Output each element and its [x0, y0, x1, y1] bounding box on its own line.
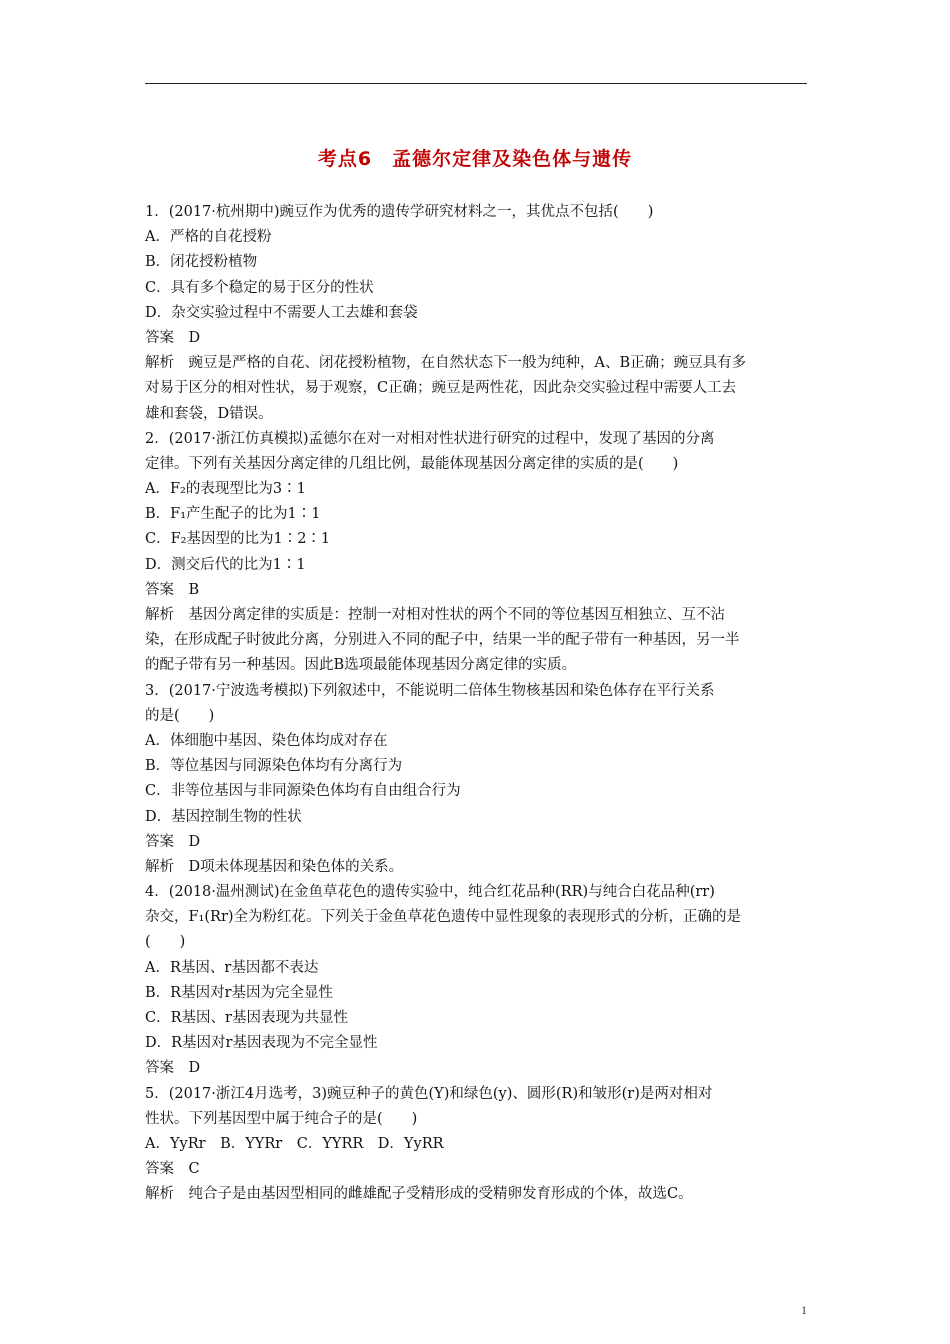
q1-stem: 1．(2017·杭州期中)豌豆作为优秀的遗传学研究材料之一，其优点不包括( ) [145, 204, 654, 220]
q2-explanation-line: 解析 基因分离定律的实质是：控制一对相对性状的两个不同的等位基因互相独立、互不沾 [145, 607, 725, 623]
q5-stem-line: 性状。下列基因型中属于纯合子的是( ) [145, 1110, 418, 1127]
q5-options: A．YyRr B．YYRr C．YYRR D．YyRR [145, 1135, 444, 1152]
document-body [145, 200, 807, 1208]
q4-option-b: B．R基因对r基因为完全显性 [145, 984, 334, 1001]
q2-option-d: D．测交后代的比为1∶1 [145, 556, 306, 573]
header-rule [145, 83, 807, 84]
q1-option-b: B．闭花授粉植物 [145, 254, 258, 271]
q2-stem-line: 2．(2017·浙江仿真模拟)孟德尔在对一对相对性状进行研究的过程中，发现了基因的分离 [145, 430, 715, 447]
q4-stem-line: ( ) [145, 934, 186, 951]
q3-stem-line: 的是( ) [145, 707, 215, 724]
q5-explanation: 解析 纯合子是由基因型相同的雌雄配子受精形成的受精卵发育形成的个体，故选C。 [145, 1186, 693, 1203]
q3-option-a: A．体细胞中基因、染色体均成对存在 [145, 732, 388, 749]
q2-explanation-line: 的配子带有另一种基因。因此B选项最能体现基因分离定律的实质。 [145, 657, 577, 674]
q3-option-b: B．等位基因与同源染色体均有分离行为 [145, 758, 403, 775]
page-number: 1 [801, 1303, 807, 1317]
q1-option-c: C．具有多个稳定的易于区分的性状 [145, 279, 374, 296]
q2-option-c: C．F₂基因型的比为1∶2∶1 [145, 531, 331, 548]
q5-stem-line: 5．(2017·浙江4月选考，3)豌豆种子的黄色(Y)和绿色(y)、圆形(R)和皱形(r)是两对相对 [145, 1085, 713, 1102]
q3-option-c: C．非等位基因与非同源染色体均有自由组合行为 [145, 783, 461, 800]
q2-option-b: B．F₁产生配子的比为1∶1 [145, 506, 321, 523]
q3-explanation: 解析 D项未体现基因和染色体的关系。 [145, 858, 404, 875]
q4-option-d: D．R基因对r基因表现为不完全显性 [145, 1035, 378, 1052]
q4-stem-line: 4．(2018·温州测试)在金鱼草花色的遗传实验中，纯合红花品种(RR)与纯合白花品种(rr) [145, 884, 715, 901]
q2-answer: 答案 B [145, 581, 200, 598]
q2-explanation-line: 染，在形成配子时彼此分离，分别进入不同的配子中，结果一半的配子带有一种基因，另一半 [145, 632, 740, 649]
q1-option-d: D．杂交实验过程中不需要人工去雄和套袋 [145, 304, 418, 321]
q2-option-a: A．F₂的表现型比为3∶1 [145, 481, 306, 498]
q1-answer: 答案 D [145, 329, 201, 346]
q3-answer: 答案 D [145, 833, 201, 850]
q4-answer: 答案 D [145, 1060, 201, 1077]
q4-stem-line: 杂交，F₁(Rr)全为粉红花。下列关于金鱼草花色遗传中显性现象的表现形式的分析，正确的是 [145, 909, 742, 926]
q5-answer: 答案 C [145, 1161, 200, 1178]
q3-stem-line: 3．(2017·宁波选考模拟)下列叙述中，不能说明二倍体生物核基因和染色体存在平行关系 [145, 682, 715, 699]
q1-explanation-line: 对易于区分的相对性状，易于观察，C正确；豌豆是两性花，因此杂交实验过程中需要人工去 [145, 380, 737, 397]
q1-explanation-line: 解析 豌豆是严格的自花、闭花授粉植物，在自然状态下一般为纯种，A、B正确；豌豆具有多 [145, 355, 747, 372]
page-title: 考点6 孟德尔定律及染色体与遗传 [317, 148, 633, 170]
q2-stem-line: 定律。下列有关基因分离定律的几组比例，最能体现基因分离定律的实质的是( ) [145, 455, 679, 472]
q4-option-c: C．R基因、r基因表现为共显性 [145, 1010, 348, 1026]
q1-explanation-line: 雄和套袋，D错误。 [145, 405, 273, 422]
q4-option-a: A．R基因、r基因都不表达 [145, 959, 319, 976]
q1-option-a: A．严格的自花授粉 [145, 229, 272, 246]
q3-option-d: D．基因控制生物的性状 [145, 808, 302, 825]
